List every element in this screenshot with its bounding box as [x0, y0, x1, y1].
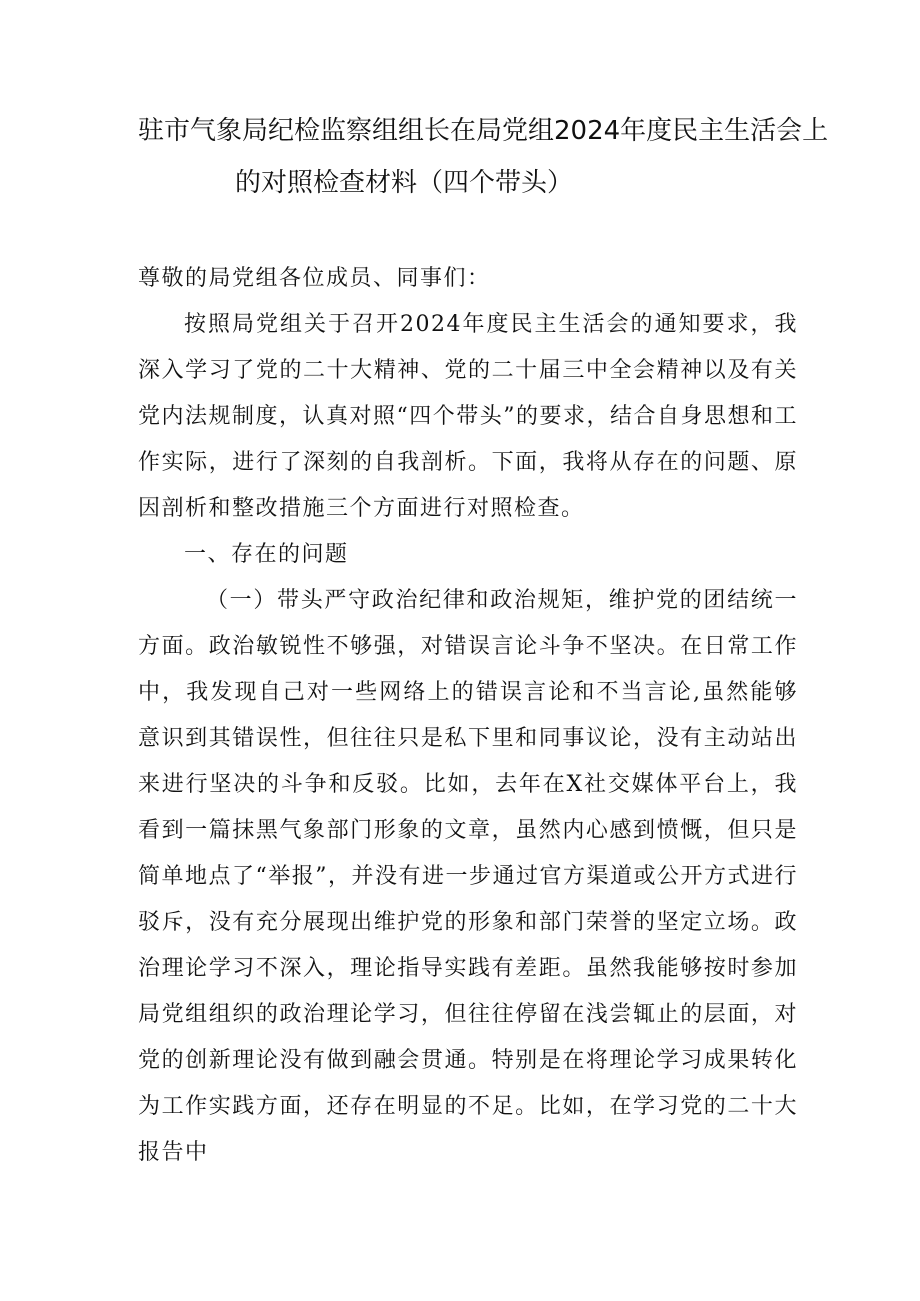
document-body [138, 256, 798, 1176]
subsection-paragraph-1: （一）带头严守政治纪律和政治规矩，维护党的团结统一方面。政治敏锐性不够强，对错误言论斗争不坚决。在日常工作中，我发现自己对一些网络上的错误言论和不当言论,虽然能够意识到其错误性，但往往只是私下里和同事议论，没有主动站出来进行坚决的斗争和反驳。比如，去年在X社交媒体平台上，我看到一篇抹黑气象部门形象的文章，虽然内心感到愤慨，但只是简单地点了“举报”，并没有进一步通过官方渠道或公开方式进行驳斥，没有充分展现出维护党的形象和部门荣誉的坚定立场。政治理论学习不深入，理论指导实践有差距。虽然我能够按时参加局党组组织的政治理论学习，但往往停留在浅尝辄止的层面，对党的创新理论没有做到融会贯通。特别是在将理论学习成果转化为工作实践方面，还存在明显的不足。比如，在学习党的二十大报告中 [138, 588, 798, 1165]
document-title-line-2: 的对照检查材料（四个带头） [235, 168, 574, 198]
salutation: 尊敬的局党组各位成员、同事们： [138, 266, 491, 291]
document-title-line-1: 驻市气象局纪检监察组组长在局党组2024年度民主生活会上 [138, 116, 829, 146]
section-heading-problems: 一、存在的问题 [184, 542, 349, 567]
intro-paragraph: 按照局党组关于召开2024年度民主生活会的通知要求，我深入学习了党的二十大精神、党的二十届三中全会精神以及有关党内法规制度，认真对照“四个带头”的要求，结合自身思想和工作实际，进行了深刻的自我剖析。下面，我将从存在的问题、原因剖析和整改措施三个方面进行对照检查。 [138, 312, 798, 521]
